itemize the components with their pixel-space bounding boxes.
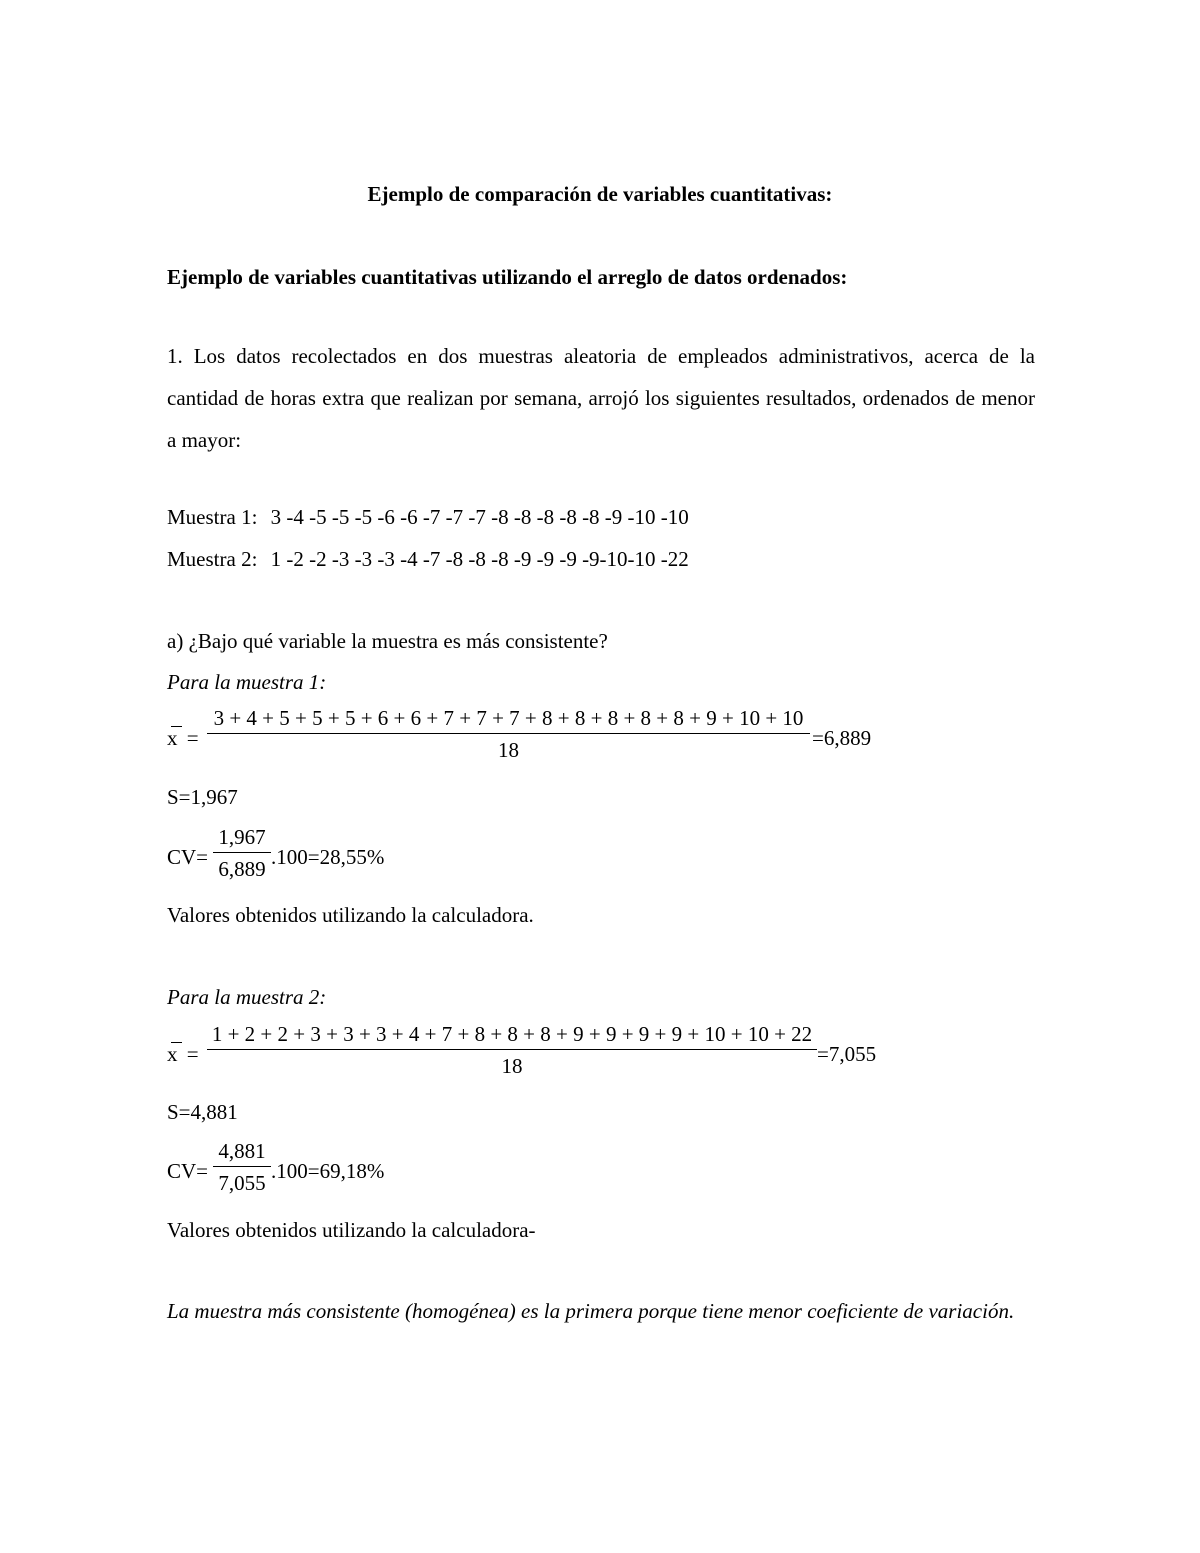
sample2-cv-fraction bbox=[213, 1139, 271, 1196]
sample1-heading: Para la muestra 1: bbox=[167, 670, 327, 694]
intro-paragraph: 1. Los datos recolectados en dos muestras aleatoria de empleados administrativos, acerca de la cantidad de horas extra que realizan por semana, arrojó los siguientes resultados, ordenados de menor a mayor: bbox=[167, 344, 1035, 452]
sample2-cv-formula bbox=[167, 1139, 467, 1199]
sample2-values: 1 -2 -2 -3 -3 -3 -4 -7 -8 -8 -8 -9 -9 -9 -9-10-10 -22 bbox=[270, 547, 689, 571]
sample2-cv-denominator: 7,055 bbox=[218, 1171, 266, 1195]
cv-label: CV= bbox=[167, 1159, 209, 1183]
sample1-cv-numerator: 1,967 bbox=[218, 825, 266, 849]
sample1-cv-result: .100=28,55% bbox=[271, 845, 385, 869]
question-a: a) ¿Bajo qué variable la muestra es más consistente? bbox=[167, 629, 608, 653]
sample2-note: Valores obtenidos utilizando la calculadora- bbox=[167, 1218, 536, 1242]
sample2-std-dev: S=4,881 bbox=[167, 1100, 238, 1124]
sample2-mean-formula bbox=[167, 1022, 907, 1082]
sample2-cv-numerator: 4,881 bbox=[218, 1139, 266, 1163]
sample1-sum-numerator: 3 + 4 + 5 + 5 + 5 + 6 + 6 + 7 + 7 + 7 + 8 + 8 + 8 + 8 + 8 + 9 + 10 + 10 bbox=[213, 706, 804, 730]
mean-symbol: x = bbox=[167, 1042, 199, 1066]
sample1-values: 3 -4 -5 -5 -5 -6 -6 -7 -7 -7 -8 -8 -8 -8 -8 -9 -10 -10 bbox=[270, 505, 689, 529]
sample1-data-line bbox=[167, 505, 689, 530]
document-subtitle: Ejemplo de variables cuantitativas utilizando el arreglo de datos ordenados: bbox=[167, 265, 848, 289]
sample2-n-denominator: 18 bbox=[501, 1054, 523, 1078]
sample1-cv-formula bbox=[167, 825, 467, 885]
cv-label: CV= bbox=[167, 845, 209, 869]
conclusion-paragraph: La muestra más consistente (homogénea) es la primera porque tiene menor coeficiente de variación. bbox=[167, 1299, 1015, 1323]
sample1-std-dev: S=1,967 bbox=[167, 785, 238, 809]
sample2-label: Muestra 2: bbox=[167, 547, 258, 571]
sample2-sum-numerator: 1 + 2 + 2 + 3 + 3 + 3 + 4 + 7 + 8 + 8 + 8 + 9 + 9 + 9 + 9 + 10 + 10 + 22 bbox=[211, 1022, 813, 1046]
sample1-cv-fraction bbox=[213, 825, 271, 882]
sample1-note: Valores obtenidos utilizando la calculadora. bbox=[167, 903, 534, 927]
sample1-cv-denominator: 6,889 bbox=[218, 857, 266, 881]
sample2-mean-fraction bbox=[207, 1022, 817, 1079]
sample2-mean-result: =7,055 bbox=[817, 1042, 877, 1066]
sample1-mean-formula bbox=[167, 706, 907, 766]
sample2-data-line bbox=[167, 547, 689, 572]
mean-symbol: x = bbox=[167, 726, 199, 750]
sample1-n-denominator: 18 bbox=[498, 738, 519, 762]
sample2-cv-result: .100=69,18% bbox=[271, 1159, 385, 1183]
sample1-mean-fraction bbox=[207, 706, 810, 763]
sample2-heading: Para la muestra 2: bbox=[167, 985, 327, 1009]
document-title: Ejemplo de comparación de variables cuantitativas: bbox=[367, 182, 833, 206]
sample1-mean-result: =6,889 bbox=[812, 726, 872, 750]
sample1-label: Muestra 1: bbox=[167, 505, 258, 529]
